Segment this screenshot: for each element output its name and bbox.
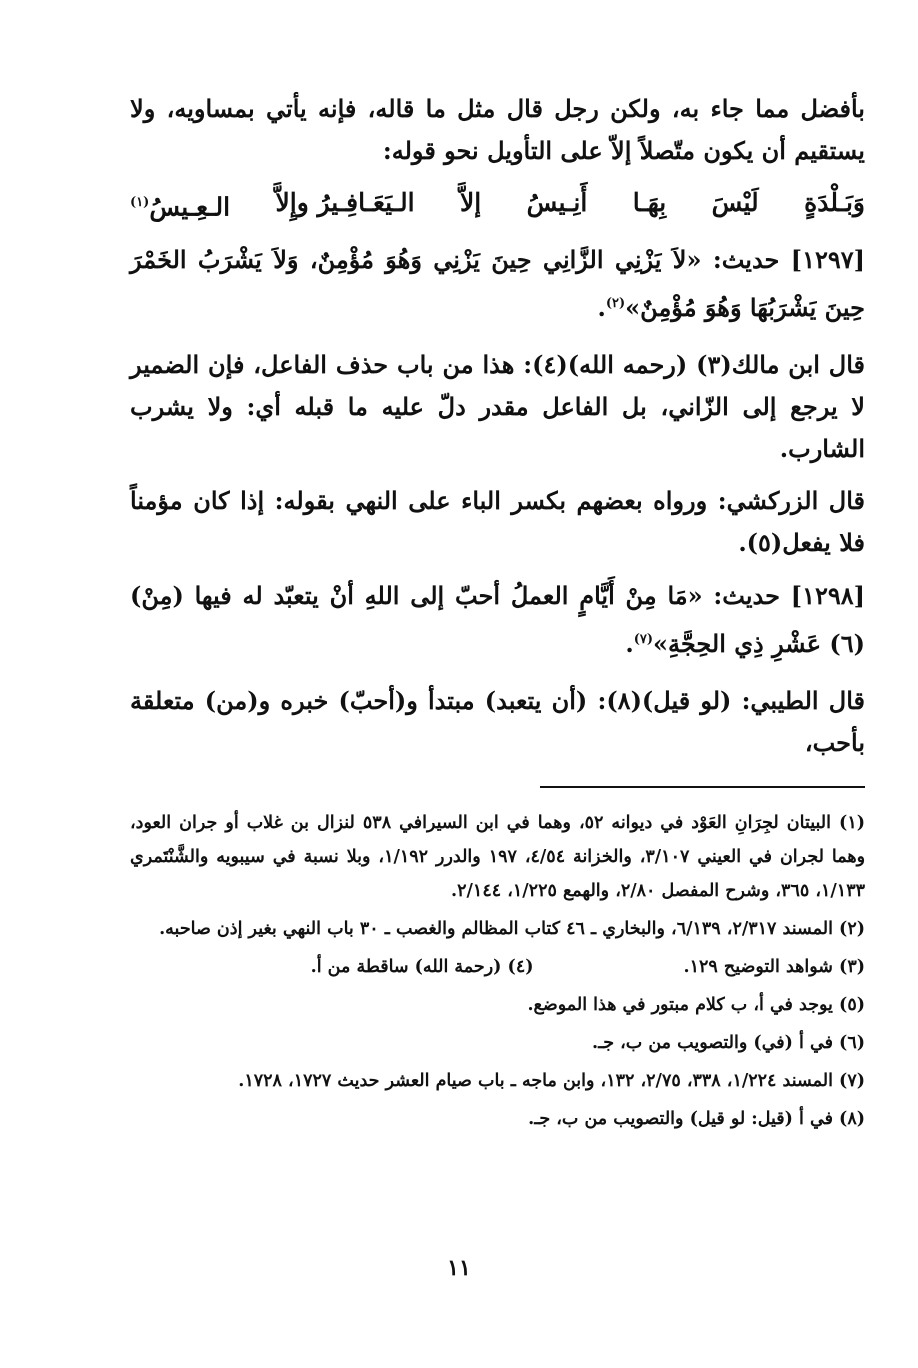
footnote-4: (٤) (رحمة الله) ساقطة من أ. [310,957,534,978]
footnote-8: (٨) في أ (قيل: لو قيل) والتصويب من ب، جـ. [528,1109,865,1130]
verse-word: أَنِـيسُ [526,188,588,217]
document-page [130,88,865,1348]
verse-word: بِهَـا [632,188,667,217]
footnote-2: (٢) المسند ٢/٣١٧، ٦/١٣٩، والبخاري ـ ٤٦ كتاب المظالم والغصب ـ ٣٠ باب النهي بغير إذن صاحبه. [159,919,865,940]
hadith-text: [١٢٩٧] حديث: «لاَ يَزْنِي الزَّانِي حِينَ يَزْنِي وَهُوَ مُؤْمِنٌ، وَلاَ يَشْرَبُ الخَمْرَ حِينَ يَشْرَبُهَا وَهُوَ مُؤْمِنٌ» [130,245,865,323]
footnote-6: (٦) في أ (في) والتصويب من ب، جـ. [592,1033,865,1054]
verse-word: لَيْسَ [711,188,759,217]
verse-word: الـيَعَـافِـيرُ وإِلاَّ [275,188,415,217]
verse-word-last [130,182,230,228]
footnote-marker: (١) [130,195,150,210]
footnote-marker: (٢) [605,296,626,312]
paragraph-intro: بأفضل مما جاء به، ولكن رجل قال مثل ما قاله، فإنه يأتي بمساويه، ولا يستقيم أن يكون متّصلاً إلاّ على التأويل نحو قوله: [130,94,865,165]
verse-word: الـعِـيسُ [149,192,231,222]
paragraph-tibi: قال الطيبي: (لو قيل)(٨): (أن يتعبد) مبتدأ و(أحبّ) خبره و(من) متعلقة بأحب، [130,686,865,758]
footnote-marker: (٧) [633,632,654,648]
paragraph-ibn-malik: قال ابن مالك(٣) (رحمه الله)(٤): هذا من باب حذف الفاعل، فإن الضمير لا يرجع إلى الزّاني، بل الفاعل مقدر دلّ عليه ما قبله أي: ولا يشرب الشارب. [130,350,866,464]
hadith-1298: [١٢٩٨] حديث: «مَا مِنْ أَيَّامٍ العملُ أحبّ إلى اللهِ أنْ يتعبّد له فيها (مِنْ)(٦) عَشْرِ ذِي الحِجَّةِ»$^{(٧)}$. [130,581,865,659]
poetry-verse [130,182,865,228]
footnote-row-3-4 [130,950,865,984]
footnote-3: (٣) شواهد التوضيح ١٢٩. [683,957,865,978]
page-number: ١١ [447,1255,471,1281]
footnote-5: (٥) يوجد في أ، ب كلام مبتور في هذا الموضع. [527,995,865,1016]
footnote-1: (١) البيتان لجِرَانِ العَوْد في ديوانه ٥٢، وهما في ابن السيرافي ٥٣٨ لنزال بن غلاب أو جران العود، وهما لجران في العيني ٣/١٠٧، والخزانة ٤/٥٤، ١٩٧ والدرر ١/١٩٢، وبلا نسبة في سيبويه والشَّنْتَمري ١/١٣٣، ٣٦٥، وشرح المفصل ٢/٨٠، والهمع ١/٢٢٥، ٢/١٤٤. [130,813,866,902]
footnote-7: (٧) المسند ١/٢٢٤، ٣٣٨، ٢/٧٥، ١٣٢، وابن ماجه ـ باب صيام العشر حديث ١٧٢٧، ١٧٢٨. [238,1071,865,1092]
hadith-text: [١٢٩٨] حديث: «مَا مِنْ أَيَّامٍ العملُ أحبّ إلى اللهِ أنْ يتعبّد له فيها (مِنْ)(٦) عَشْرِ ذِي الحِجَّةِ» [130,581,865,659]
hadith-1297: [١٢٩٧] حديث: «لاَ يَزْنِي الزَّانِي حِينَ يَزْنِي وَهُوَ مُؤْمِنٌ، وَلاَ يَشْرَبُ الخَمْرَ حِينَ يَشْرَبُهَا وَهُوَ مُؤْمِنٌ»$^{(٢)}$. [130,245,865,323]
verse-word: وَبَـلْدَةٍ [804,188,865,217]
footnote-separator [540,786,865,788]
verse-word: إلاَّ [459,188,482,217]
paragraph-zarkashi: قال الزركشي: ورواه بعضهم بكسر الباء على النهي بقوله: إذا كان مؤمناً فلا يفعل(٥). [130,486,865,558]
